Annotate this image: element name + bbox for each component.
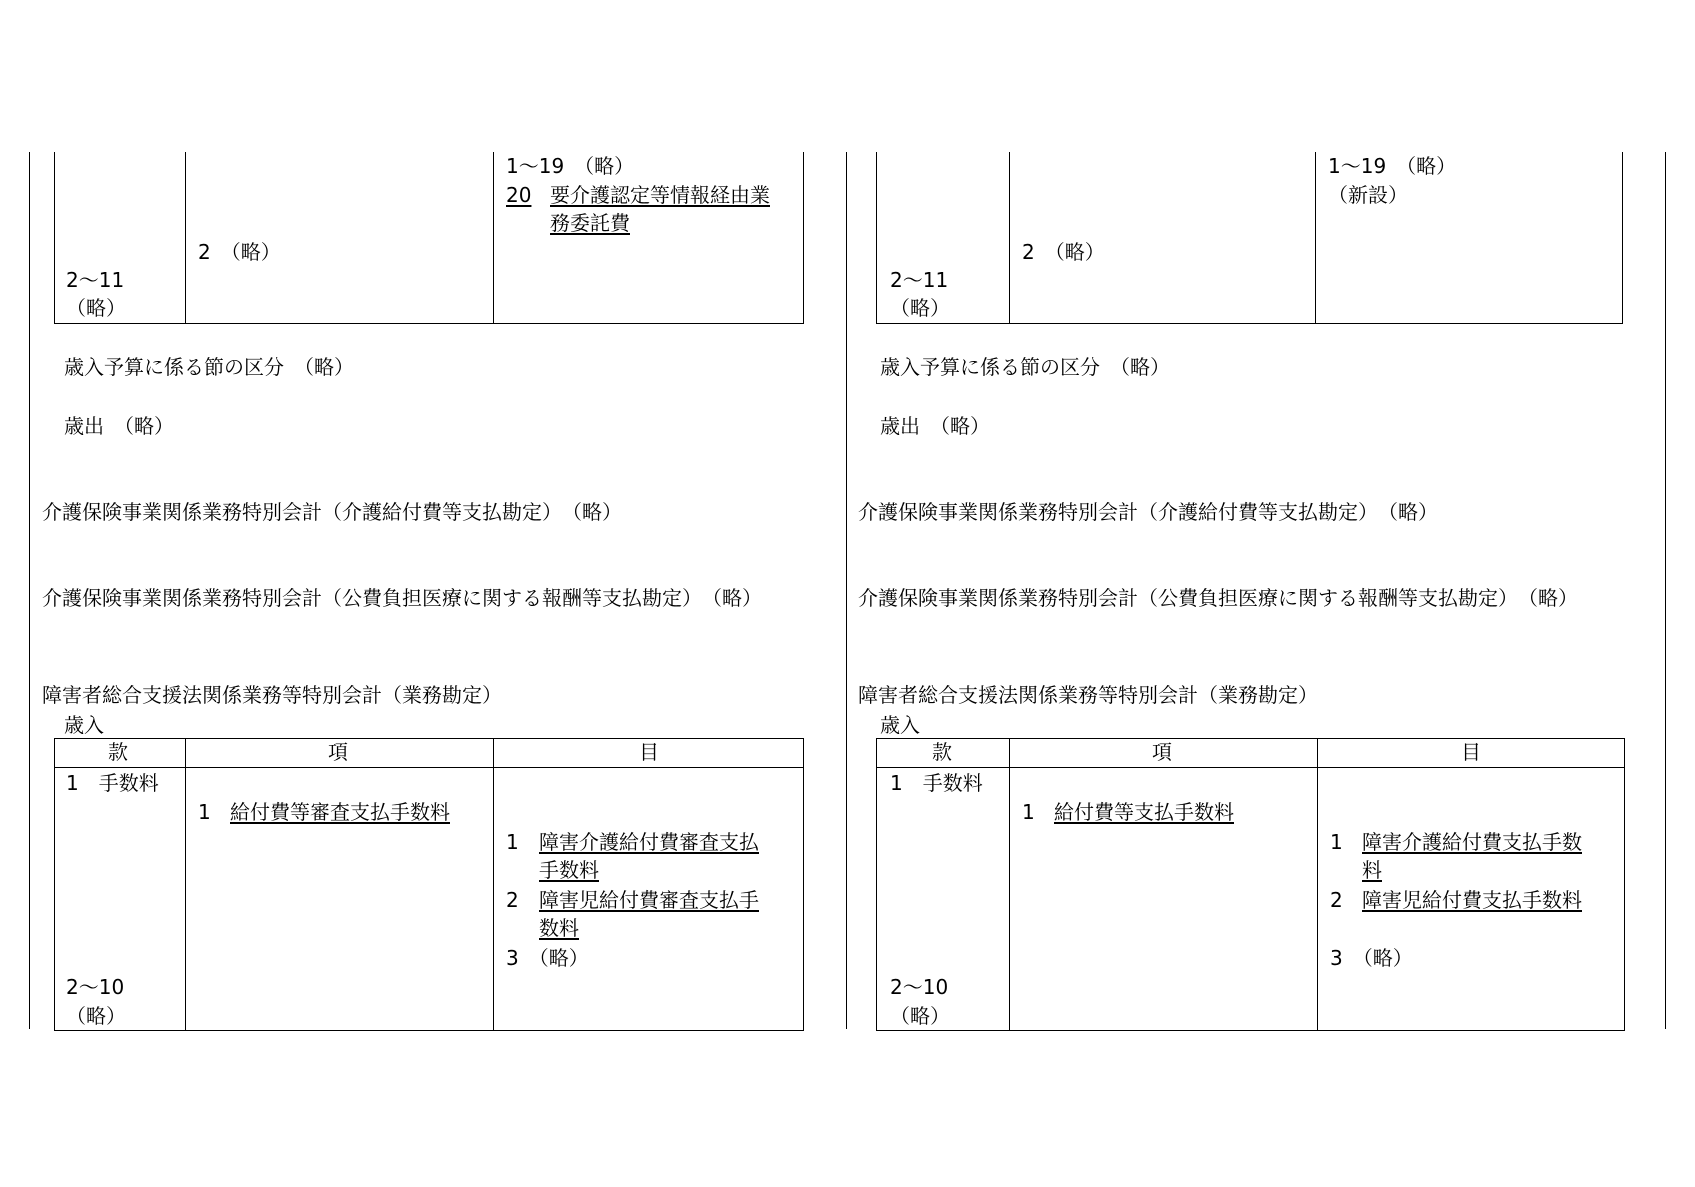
account-heading-2: 介護保険事業関係業務特別会計（公費負担医療に関する報酬等支払勘定） （略）	[42, 586, 762, 610]
moku-3-omitted: 3 （略）	[506, 946, 589, 970]
moku-2-line1: 障害児給付費審査支払手	[539, 888, 759, 912]
kan-fee: 1 手数料	[890, 771, 983, 795]
header-kan: 款	[108, 740, 128, 764]
moku-name-new-line2: 務委託費	[550, 211, 630, 235]
kou-omitted: 2 （略）	[1022, 240, 1105, 264]
kan-omitted: （略）	[890, 296, 950, 320]
moku-1-line1: 障害介護給付費審査支払	[539, 830, 759, 854]
kan-range: 2～11	[66, 268, 125, 292]
header-kou: 項	[328, 740, 348, 764]
moku-1-line2: 手数料	[539, 858, 599, 882]
kan-omitted: （略）	[66, 296, 126, 320]
moku-1-line2: 料	[1362, 858, 1382, 882]
moku-range: 1～19 （略）	[506, 154, 635, 178]
kan-range: 2～11	[890, 268, 949, 292]
moku-1-number: 1	[506, 830, 519, 854]
account-heading-1: 介護保険事業関係業務特別会計（介護給付費等支払勘定） （略）	[858, 500, 1438, 524]
moku-2-number: 2	[1330, 888, 1343, 912]
revenue-sections-heading: 歳入予算に係る節の区分 （略）	[880, 355, 1170, 379]
right-column-border	[1665, 152, 1666, 1029]
revenue-label: 歳入	[64, 713, 104, 737]
center-divider	[846, 152, 847, 1029]
kan-omitted-2: （略）	[66, 1004, 126, 1028]
expenditure-heading: 歳出 （略）	[880, 414, 990, 438]
revenue-sections-heading: 歳入予算に係る節の区分 （略）	[64, 355, 354, 379]
kou-omitted: 2 （略）	[198, 240, 281, 264]
revenue-label: 歳入	[880, 713, 920, 737]
kan-omitted-2: （略）	[890, 1004, 950, 1028]
moku-1-line1: 障害介護給付費支払手数	[1362, 830, 1582, 854]
moku-1-number: 1	[1330, 830, 1343, 854]
moku-3-omitted: 3 （略）	[1330, 946, 1413, 970]
kou-number: 1	[198, 800, 211, 824]
kan-range-2: 2～10	[66, 975, 125, 999]
moku-2-number: 2	[506, 888, 519, 912]
kou-number: 1	[1022, 800, 1035, 824]
moku-2-text: 障害児給付費支払手数料	[1362, 888, 1582, 912]
account-heading-3: 障害者総合支援法関係業務等特別会計（業務勘定）	[42, 683, 502, 707]
account-heading-1: 介護保険事業関係業務特別会計（介護給付費等支払勘定） （略）	[42, 500, 622, 524]
moku-number-new: 20	[506, 183, 532, 207]
moku-range: 1～19 （略）	[1328, 154, 1457, 178]
left-column-border	[29, 152, 30, 1029]
header-moku: 目	[639, 740, 659, 764]
account-heading-2: 介護保険事業関係業務特別会計（公費負担医療に関する報酬等支払勘定） （略）	[858, 586, 1578, 610]
header-kou: 項	[1152, 740, 1172, 764]
header-moku: 目	[1461, 740, 1481, 764]
header-kan: 款	[932, 740, 952, 764]
kan-range-2: 2～10	[890, 975, 949, 999]
moku-name-new-line1: 要介護認定等情報経由業	[550, 183, 770, 207]
kou-name: 給付費等審査支払手数料	[230, 800, 450, 824]
moku-new-placeholder: （新設）	[1328, 183, 1408, 207]
account-heading-3: 障害者総合支援法関係業務等特別会計（業務勘定）	[858, 683, 1318, 707]
moku-2-line2: 数料	[539, 916, 579, 940]
kou-name: 給付費等支払手数料	[1054, 800, 1234, 824]
expenditure-heading: 歳出 （略）	[64, 414, 174, 438]
kan-fee: 1 手数料	[66, 771, 159, 795]
